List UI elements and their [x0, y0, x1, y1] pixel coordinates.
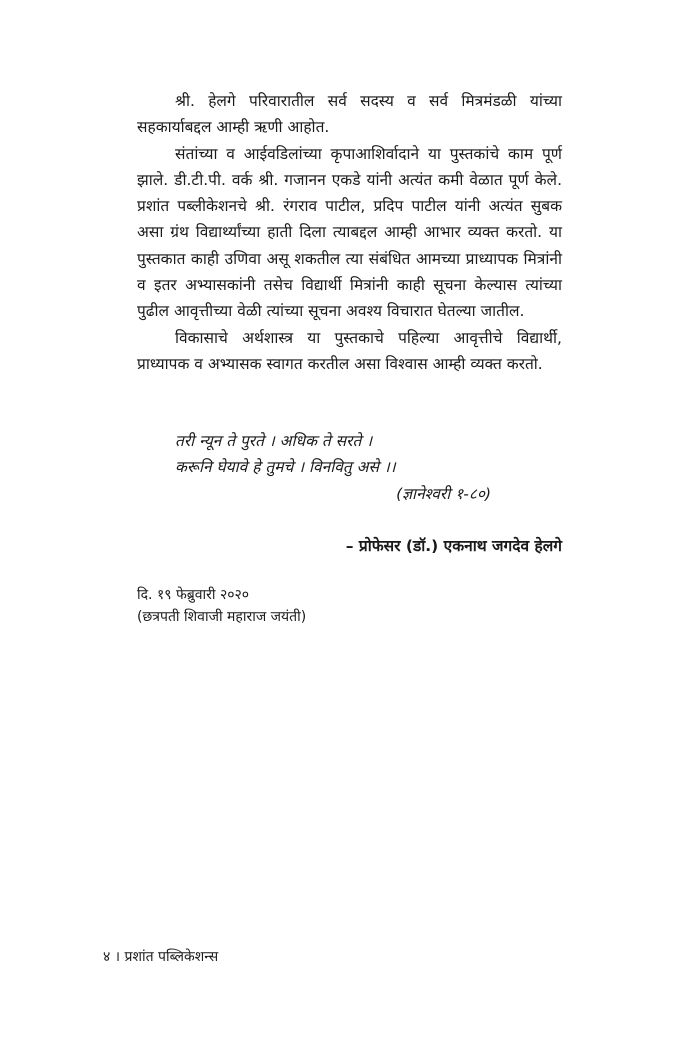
page-footer: ४ । प्रशांत पब्लिकेशन्स [103, 949, 219, 965]
verse-quote [175, 428, 505, 507]
verse-line-2: करूनि घेयावे हे तुमचे । विनवितु असे ।। [175, 458, 396, 477]
acknowledgement-body [137, 88, 562, 377]
paragraph-thanks-publisher: संतांच्या व आईवडिलांच्या कृपाआशिर्वादाने या पुस्तकांचे काम पूर्ण झाले. डी.टी.पी. वर्क श्री. गजानन एकडे यांनी अत्यंत कमी वेळात पूर्ण केले. प्रशांत पब्लीकेशनचे श्री. रंगराव पाटील, प्रदिप पाटील यांनी अत्यंत सुबक असा ग्रंथ विद्यार्थ्यांच्या हाती दिला त्याबद्दल आम्ही आभार व्यक्त करतो. या पुस्तकात काही उणिवा असू शकतील त्या संबंधित आमच्या प्राध्यापक मित्रांनी व इतर अभ्यासकांनी तसेच विद्यार्थी मित्रांनी काही सूचना केल्यास त्यांच्या पुढील आवृत्तीच्या वेळी त्यांच्या सूचना अवश्य विचारात घेतल्या जातील. [137, 144, 562, 321]
verse-source: (ज्ञानेश्वरी १-८०) [396, 484, 491, 503]
verse-line-1: तरी न्यून ते पुरते । अधिक ते सरते । [175, 432, 373, 450]
date-block [137, 584, 306, 628]
paragraph-welcome: विकासाचे अर्थशास्त्र या पुस्तकाचे पहिल्या आवृत्तीचे विद्यार्थी, प्राध्यापक व अभ्यासक स्वागत करतील असा विश्वास आम्ही व्यक्त करतो. [137, 328, 562, 373]
author-signature: – प्रोफेसर (डॉ.) एकनाथ जगदेव हेलगे [345, 537, 562, 555]
occasion-line: (छत्रपती शिवाजी महाराज जयंती) [137, 609, 307, 625]
date-line: दि. १९ फेब्रुवारी २०२० [137, 587, 250, 603]
paragraph-thanks-family: श्री. हेलगे परिवारातील सर्व सदस्य व सर्व मित्रमंडळी यांच्या सहकार्याबद्दल आम्ही ऋणी आहोत. [137, 92, 562, 137]
